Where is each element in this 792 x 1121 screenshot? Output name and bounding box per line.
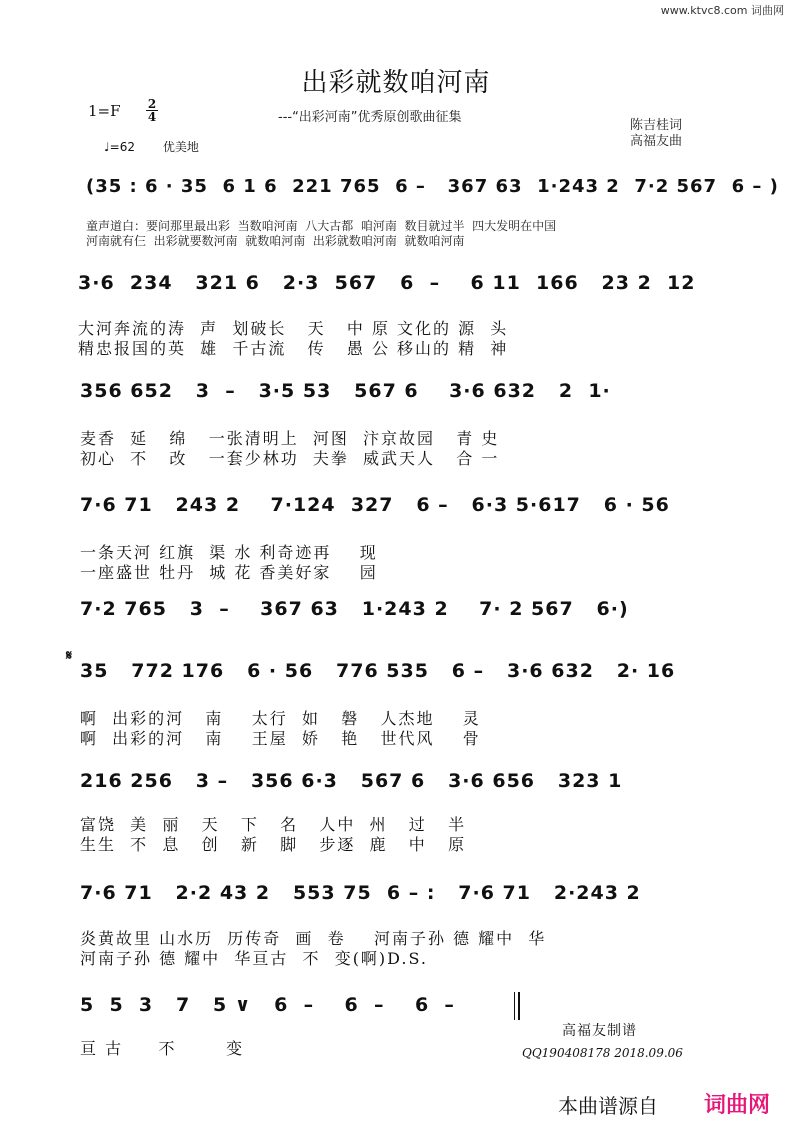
- system-6-lyrics-verse-1: 富饶 美 丽 天 下 名 人中 州 过 半: [80, 815, 467, 834]
- intro-notes: (35 : 6 · 35 6 1 6 221 765 6 – 367 63 1·243 2 7·2 567 6 – ): [86, 176, 779, 197]
- system-2-notes: 356 652 3 – 3·5 53 567 6 3·6 632 2 1·: [80, 380, 611, 402]
- transcriber: 高福友制谱: [562, 1023, 637, 1039]
- key-signature: 1=F: [88, 102, 121, 120]
- composer: 高福友曲: [630, 134, 683, 149]
- brand-logo[interactable]: 词曲网: [704, 1093, 771, 1118]
- system-7-lyrics-verse-2: 河南子孙 德 耀中 华亘古 不 变(啊)D.S.: [80, 949, 428, 968]
- system-3-lyrics-verse-2: 一座盛世 牡丹 城 花 香美好家 园: [80, 563, 378, 582]
- system-3-notes: 7·6 71 243 2 7·124 327 6 – 6·3 5·617 6 · 56: [80, 494, 670, 516]
- source-label: 本曲谱源自: [558, 1094, 658, 1118]
- credits: [630, 118, 682, 150]
- meter-top: 2: [147, 97, 157, 111]
- system-5-notes: 35 772 176 6 · 56 776 535 6 – 3·6 632 2· 16: [80, 660, 676, 682]
- lyricist: 陈吉桂词: [630, 118, 683, 133]
- expression-marking: 优美地: [162, 140, 199, 154]
- system-2-lyrics-verse-1: 麦香 延 绵 一张清明上 河图 汴京故园 青 史: [80, 429, 500, 448]
- system-6-notes: 216 256 3 – 356 6·3 567 6 3·6 656 323 1: [80, 770, 623, 792]
- system-5-lyrics-verse-1: 啊 出彩的河 南 太行 如 磐 人杰地 灵: [80, 709, 481, 728]
- system-7-lyrics-verse-1: 炎黄故里 山水历 历传奇 画 卷 河南子孙 德 耀中 华: [80, 929, 547, 948]
- system-1-notes: 3·6 234 321 6 2·3 567 6 – 6 11 166 23 2 12: [78, 272, 696, 294]
- system-4-notes: 7·2 765 3 – 367 63 1·243 2 7· 2 567 6·): [80, 598, 629, 620]
- system-5-lyrics-verse-2: 啊 出彩的河 南 王屋 娇 艳 世代风 骨: [80, 729, 481, 748]
- system-6-lyrics-verse-2: 生生 不 息 创 新 脚 步逐 鹿 中 原: [80, 835, 467, 854]
- intro-spoken-line-2: 河南就有仨 出彩就要数河南 就数咱河南 出彩就数咱河南 就数咱河南: [86, 234, 465, 248]
- final-barline-thin: [514, 992, 515, 1020]
- system-1-lyrics-verse-1: 大河奔流的涛 声 划破长 天 中 原 文化的 源 头: [78, 319, 509, 338]
- contact-date: QQ190408178 2018.09.06: [522, 1046, 683, 1060]
- system-8-notes: 5 5 3 7 5 ∨ 6 – 6 – 6 –: [80, 994, 455, 1016]
- subtitle: ---“出彩河南”优秀原创歌曲征集: [278, 110, 462, 125]
- tempo-marking: [104, 138, 223, 155]
- system-1-lyrics-verse-2: 精忠报国的英 雄 千古流 传 愚 公 移山的 精 神: [78, 339, 509, 358]
- intro-spoken-line-1: 童声道白：要问那里最出彩 当数咱河南 八大古都 咱河南 数目就过半 四大发明在中国: [86, 219, 557, 233]
- meter-bottom: 4: [147, 110, 157, 124]
- site-url: www.ktvc8.com 词曲网: [660, 4, 784, 17]
- system-7-notes: 7·6 71 2·2 43 2 553 75 6 – : 7·6 71 2·243 2: [80, 882, 641, 904]
- system-2-lyrics-verse-2: 初心 不 改 一套少林功 夫拳 威武天人 合 一: [80, 449, 500, 468]
- segno-sign: 𝄋: [66, 648, 73, 664]
- tempo-value: ♩=62: [104, 140, 135, 154]
- final-barline: [518, 992, 520, 1020]
- system-3-lyrics-verse-1: 一条天河 红旗 渠 水 利奇迹再 现: [80, 543, 378, 562]
- song-title: 出彩就数咱河南: [301, 68, 491, 98]
- system-8-lyrics-verse-1: 亘 古 不 变: [80, 1039, 245, 1058]
- time-signature: [146, 98, 158, 123]
